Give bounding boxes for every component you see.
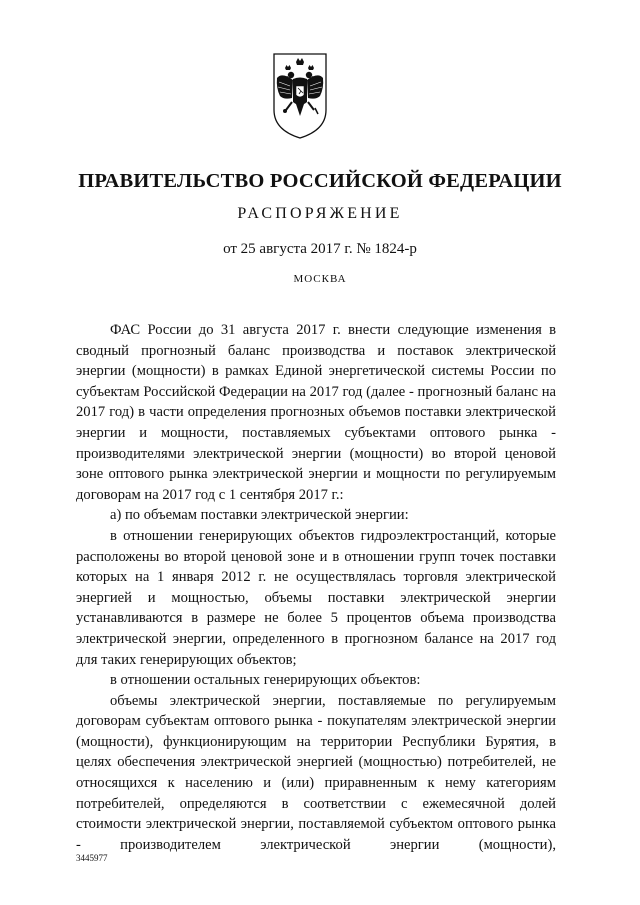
document-city: МОСКВА (293, 273, 347, 285)
document-code: 3445977 (76, 853, 108, 863)
body-paragraph: а) по объемам поставки электрической энергии: (110, 507, 409, 524)
body-paragraph: в отношении остальных генерирующих объектов: (110, 672, 421, 689)
document-body (76, 320, 556, 855)
document-date-number: от 25 августа 2017 г. № 1824-р (223, 241, 417, 257)
body-paragraph: объемы электрической энергии, поставляемые по регулируемым договорам субъектам оптового рынка - покупателям электрической энергии (мощности), функционирующим на территории Республики Бурятия, в целях обеспечения электрической энергией (мощностью) потребителей, не относящихся к населению и (или) приравненным к нему категориям потребителей, определяются в соответствии с ежемесячной долей стоимости электрической энергии, поставляемой субъектом оптового рынка - производителем электрической энергии (мощности), (76, 692, 556, 853)
coat-of-arms-icon (272, 52, 328, 140)
document-type: РАСПОРЯЖЕНИЕ (237, 205, 403, 222)
body-paragraph: ФАС России до 31 августа 2017 г. внести следующие изменения в сводный прогнозный баланс производства и поставок электрической энергии (мощности) в рамках Единой энергетической системы России по субъектам Российской Федерации на 2017 год (далее - прогнозный баланс на 2017 год) в части определения прогнозных объемов поставки электрической энергии и мощности, поставляемых субъектами оптового рынка - производителями электрической энергии (мощности) во второй ценовой зоне оптового рынка электрической энергии и мощности по регулируемым договорам на 2017 год с 1 сентября 2017 г.: (76, 322, 556, 503)
government-title: ПРАВИТЕЛЬСТВО РОССИЙСКОЙ ФЕДЕРАЦИИ (78, 170, 562, 192)
body-paragraph: в отношении генерирующих объектов гидроэлектростанций, которые расположены во второй ценовой зоне и в отношении групп точек поставки которых на 1 января 2012 г. не осуществлялась торговля электрической энергией и мощностью, объемы поставки электрической энергии устанавливаются в размере не более 5 процентов объема производства электрической энергии, определенного в прогнозном балансе на 2017 год для таких генерирующих объектов; (76, 527, 556, 668)
